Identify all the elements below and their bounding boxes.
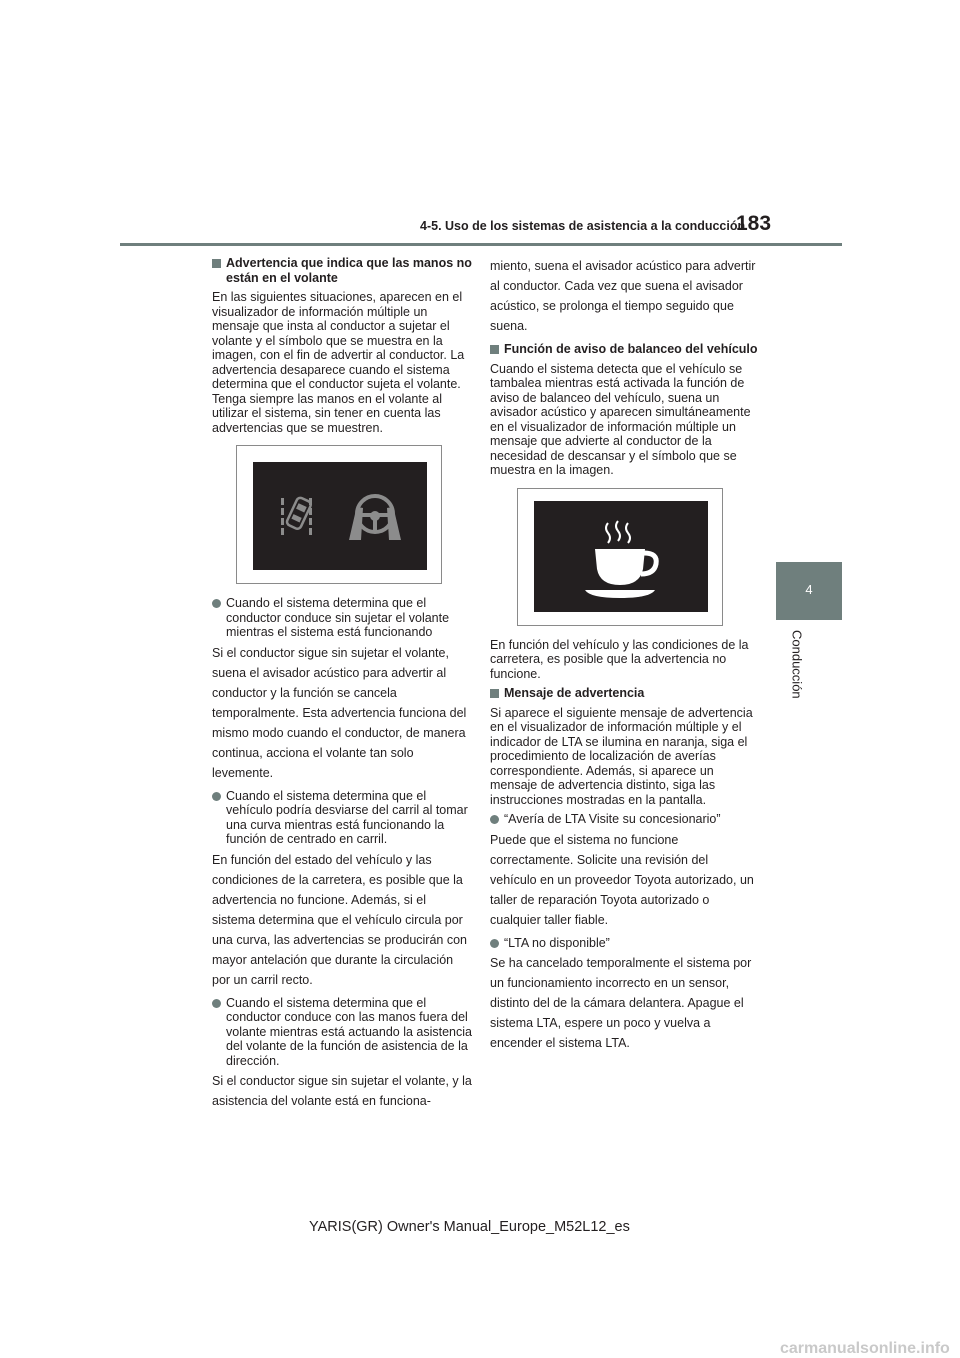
square-bullet-icon <box>212 259 221 268</box>
square-bullet-icon <box>490 689 499 698</box>
bullet-text: Cuando el sistema determina que el conductor conduce sin sujetar el volante mientras el sistema está funcionando <box>226 596 450 639</box>
paragraph: miento, suena el avisador acústico para advertir al conductor. Cada vez que suena el avisador acústico, se prolonga el tiempo seguido que suena. <box>490 259 756 333</box>
bullet-item <box>212 789 472 847</box>
bullet-text: “LTA no disponible” <box>504 935 610 950</box>
section-heading <box>212 256 472 285</box>
round-bullet-icon <box>212 999 221 1008</box>
bullet-text: “Avería de LTA Visite su concesionario” <box>504 812 721 826</box>
paragraph: Puede que el sistema no funcione correctamente. Solicite una revisión del vehículo en un proveedor Toyota autorizado, un taller de reparación Toyota autorizado o cualquier taller fiable. <box>490 832 754 927</box>
heading-text: Advertencia que indica que las manos no están en el volante <box>226 256 472 285</box>
left-column <box>212 256 472 1112</box>
square-bullet-icon <box>490 345 499 354</box>
section-title: 4-5. Uso de los sistemas de asistencia a la conducción <box>420 219 746 233</box>
round-bullet-icon <box>212 792 221 801</box>
round-bullet-icon <box>212 599 221 608</box>
round-bullet-icon <box>490 815 499 824</box>
paragraph: Cuando el sistema detecta que el vehículo se tambalea mientras está activada la función de aviso de balanceo del vehículo, suena un avisador acústico y aparecen simultáneamente en el visualizador de información múltiple un mensaje que advierte al conductor de la necesidad de descansar y el símbolo que se muestra en la imagen. <box>490 361 751 477</box>
bullet-text: Cuando el sistema determina que el conductor conduce con las manos fuera del volante mientras está actuando la asistencia del volante de la función de asistencia de la dirección. <box>226 995 472 1068</box>
chapter-number: 4 <box>805 582 813 597</box>
right-column <box>490 256 758 1054</box>
paragraph: Se ha cancelado temporalmente el sistema por un funcionamiento incorrecto en un sensor, distinto del de la cámara delantera. Apague el sistema LTA, espere un poco y vuelva a encender el sistema LTA. <box>490 956 752 1050</box>
chapter-tab <box>776 562 842 620</box>
manual-id-footer: YARIS(GR) Owner's Manual_Europe_M52L12_es <box>309 1219 630 1235</box>
paragraph: En función del vehículo y las condiciones de la carretera, es posible que la advertencia no funcione. <box>490 637 749 681</box>
bullet-item <box>490 936 758 951</box>
heading-text: Mensaje de advertencia <box>504 686 645 700</box>
section-heading <box>490 686 758 701</box>
coffee-cup-icon <box>518 489 724 627</box>
heading-text: Función de aviso de balanceo del vehículo <box>504 342 758 356</box>
paragraph: En las siguientes situaciones, aparecen en el visualizador de información múltiple un mensaje que insta al conductor a sujetar el volante y el símbolo que se muestra en la imagen, con el fin de advertir al conductor. La advertencia desaparece cuando el sistema determina que el conductor sujeta el volante. Tenga siempre las manos en el volante al utilizar el sistema, sin tener en cuenta las advertencias que se muestren. <box>212 290 465 435</box>
paragraph: En función del estado del vehículo y las condiciones de la carretera, es posible que la advertencia no funcione. Además, si el sistema determina que el vehículo circula por una curva, las advertencias se producirán con mayor antelación que durante la circulación por un carril recto. <box>212 852 468 987</box>
paragraph: Si aparece el siguiente mensaje de advertencia en el visualizador de información múltiple y el indicador de LTA se ilumina en naranja, siga el procedimiento de localización de averías correspondiente. Además, si aparece un mensaje de advertencia distinto, siga las instrucciones mostradas en la pantalla. <box>490 705 753 807</box>
watermark: carmanualsonline.info <box>780 1340 950 1357</box>
chapter-label: Conducción <box>789 630 805 699</box>
round-bullet-icon <box>490 939 499 948</box>
section-heading <box>490 342 758 357</box>
chapter-label-container <box>789 630 805 730</box>
sway-warning-figure <box>517 488 723 626</box>
bullet-item <box>212 996 472 1069</box>
bullet-item <box>212 596 472 640</box>
bullet-text: Cuando el sistema determina que el vehículo podría desviarse del carril al tomar una curva mientras está funcionando la función de centrado en carril. <box>226 788 468 846</box>
bullet-item <box>490 812 758 827</box>
hands-off-warning-icon <box>237 446 443 585</box>
page-number: 183 <box>736 212 772 235</box>
paragraph: Si el conductor sigue sin sujetar el volante, y la asistencia del volante está en funciona- <box>212 1074 472 1108</box>
paragraph: Si el conductor sigue sin sujetar el volante, suena el avisador acústico para advertir al conductor y la función se cancela temporalmente. Esta advertencia funciona del mismo modo cuando el conductor, de manera continua, acciona el volante tan solo levemente. <box>212 645 467 780</box>
header-rule <box>120 243 842 246</box>
hands-off-warning-figure <box>236 445 442 584</box>
